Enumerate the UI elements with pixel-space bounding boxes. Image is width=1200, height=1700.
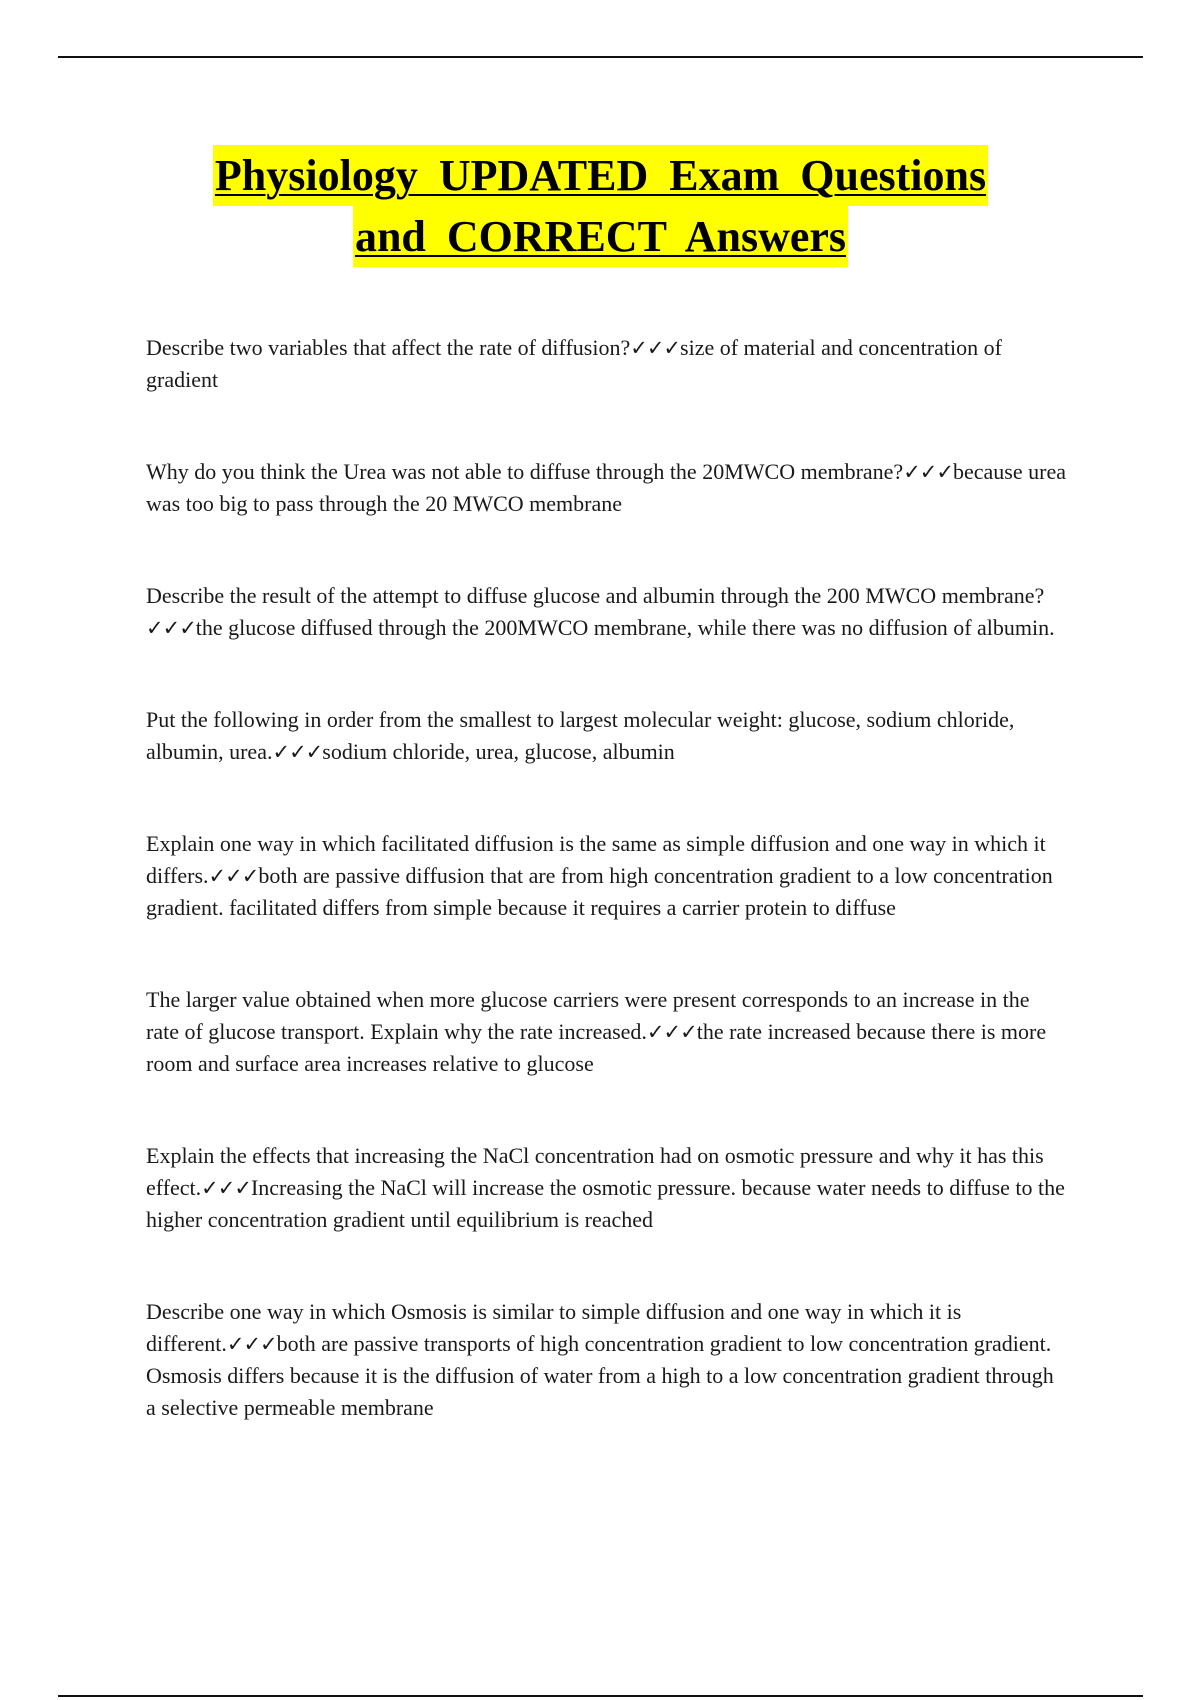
qa-item-3 <box>146 580 1066 644</box>
qa-item-5 <box>146 828 1066 924</box>
question-text: Put the following in order from the smallest to largest molecular weight: glucose, sodium chloride, albumin, urea. <box>146 707 1015 764</box>
answer-text: size of material and concentration of gradient <box>146 335 1002 392</box>
question-text: The larger value obtained when more glucose carriers were present corresponds to an increase in the rate of glucose transport. Explain why the rate increased. <box>146 987 1030 1044</box>
question-text: Describe one way in which Osmosis is similar to simple diffusion and one way in which it is different. <box>146 1299 962 1356</box>
answer-text: both are passive transports of high concentration gradient to low concentration gradient. Osmosis differs because it is the diffusion of water from a high to a low concentration gradient through a selective permeable membrane <box>146 1331 1054 1420</box>
checkmarks-icon: ✓✓✓ <box>272 740 323 764</box>
header-rule <box>58 56 1143 58</box>
qa-item-6 <box>146 984 1066 1080</box>
answer-text: the rate increased because there is more room and surface area increases relative to glucose <box>146 1019 1047 1076</box>
question-text: Describe the result of the attempt to diffuse glucose and albumin through the 200 MWCO membrane? <box>146 583 1045 608</box>
title-line-1: Physiology UPDATED Exam Questions <box>213 145 988 206</box>
qa-item-2 <box>146 456 1066 520</box>
checkmarks-icon: ✓✓✓ <box>201 1176 251 1200</box>
title-line-2: and CORRECT Answers <box>353 206 848 267</box>
answer-text: the glucose diffused through the 200MWCO membrane, while there was no diffusion of albumin. <box>195 615 1055 640</box>
answer-text: because urea was too big to pass through the 20 MWCO membrane <box>146 459 1066 516</box>
checkmarks-icon: ✓✓✓ <box>208 864 259 888</box>
question-text: Explain one way in which facilitated diffusion is the same as simple diffusion and one way in which it differs. <box>146 831 1046 888</box>
answer-text: sodium chloride, urea, glucose, albumin <box>322 739 675 764</box>
checkmarks-icon: ✓✓✓ <box>903 460 953 484</box>
checkmarks-icon: ✓✓✓ <box>146 616 196 640</box>
question-text: Why do you think the Urea was not able to diffuse through the 20MWCO membrane? <box>146 459 904 484</box>
document-title <box>58 145 1143 267</box>
question-text: Explain the effects that increasing the NaCl concentration had on osmotic pressure and why it has this effect. <box>146 1143 1044 1200</box>
checkmarks-icon: ✓✓✓ <box>646 1020 697 1044</box>
question-text: Describe two variables that affect the rate of diffusion? <box>146 335 631 360</box>
qa-item-4 <box>146 704 1066 768</box>
qa-list <box>146 332 1066 1484</box>
checkmarks-icon: ✓✓✓ <box>226 1332 277 1356</box>
answer-text: both are passive diffusion that are from high concentration gradient to a low concentration gradient. facilitated differs from simple because it requires a carrier protein to diffuse <box>146 863 1053 920</box>
qa-item-7 <box>146 1140 1066 1236</box>
qa-item-8 <box>146 1296 1066 1424</box>
checkmarks-icon: ✓✓✓ <box>630 336 681 360</box>
answer-text: Increasing the NaCl will increase the osmotic pressure. because water needs to diffuse to the higher concentration gradient until equilibrium is reached <box>146 1175 1065 1232</box>
footer-rule <box>58 1695 1143 1697</box>
qa-item-1 <box>146 332 1066 396</box>
